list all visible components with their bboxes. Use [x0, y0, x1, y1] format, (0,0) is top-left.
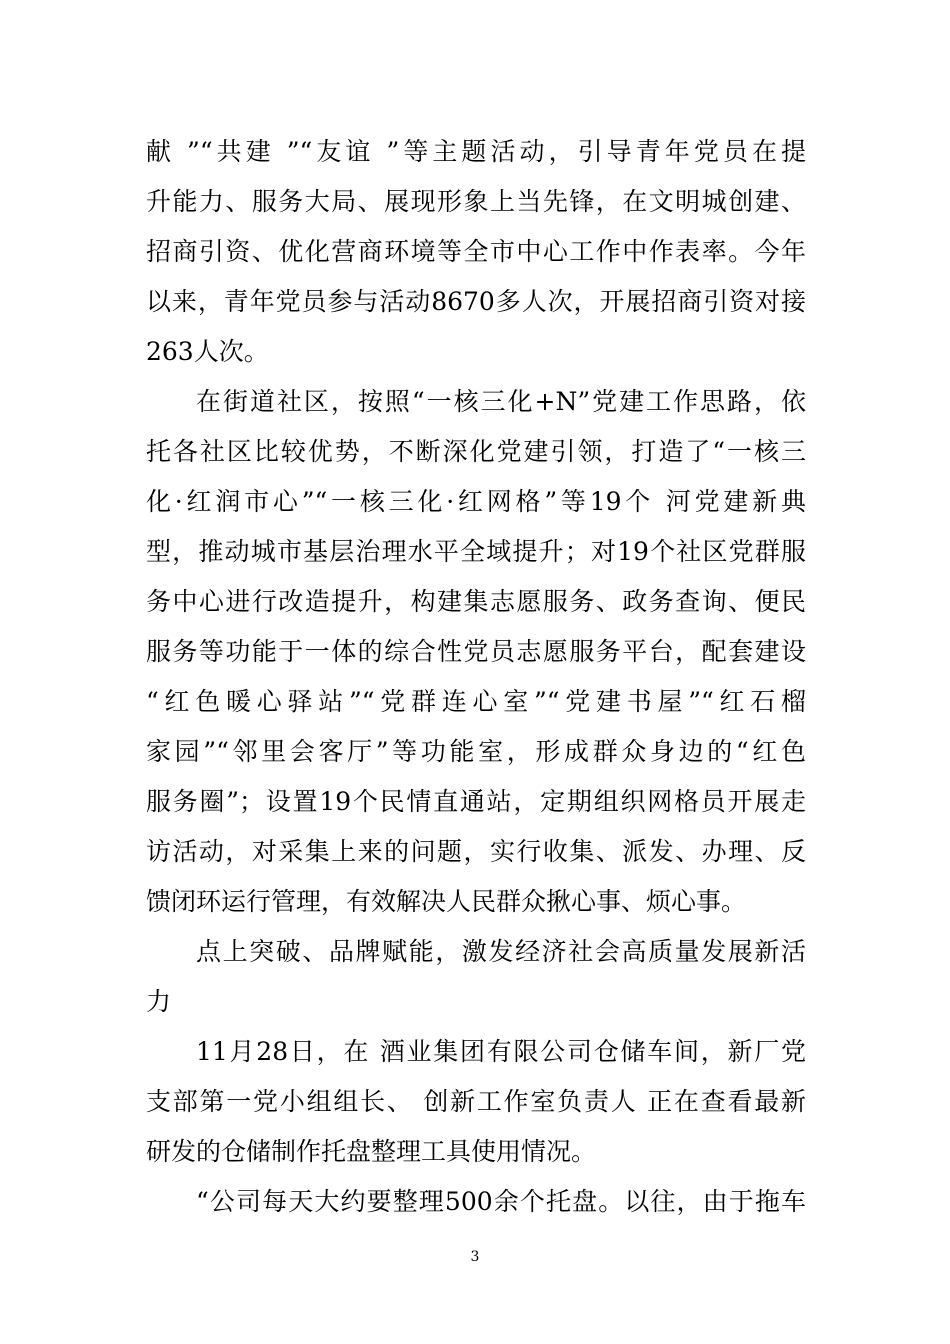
text-line: 以来，青年党员参与活动8670多人次，开展招商引资对接	[146, 287, 806, 316]
text-line: 托各社区比较优势，不断深化党建引领，打造了“一核三	[146, 437, 806, 466]
section-heading-line: 力	[146, 987, 172, 1016]
text-line: 型，推动城市基层治理水平全域提升；对19个社区党群服	[146, 537, 806, 566]
section-heading-line: 点上突破、品牌赋能，激发经济社会高质量发展新活	[196, 937, 806, 966]
text-line: 支部第一党小组组长、 创新工作室负责人 正在查看最新	[146, 1087, 806, 1116]
text-line: 家园”“邻里会客厅”等功能室，形成群众身边的“红色	[146, 737, 806, 766]
text-line: 服务等功能于一体的综合性党员志愿服务平台，配套建设	[146, 637, 806, 666]
text-line: 访活动，对采集上来的问题，实行收集、派发、办理、反	[146, 837, 806, 866]
text-line: 化·红润市心”“一核三化·红网格”等19个 河党建新典	[146, 487, 806, 516]
text-line: 11月28日，在 酒业集团有限公司仓储车间，新厂党	[196, 1037, 806, 1066]
page-number: 3	[470, 1249, 480, 1265]
text-line: 263人次。	[146, 337, 269, 366]
text-line: 馈闭环运行管理，有效解决人民群众揪心事、烦心事。	[146, 887, 747, 916]
text-line: “红色暖心驿站”“党群连心室”“党建书屋”“红石榴	[146, 687, 806, 716]
text-line: 招商引资、优化营商环境等全市中心工作中作表率。今年	[146, 237, 806, 266]
text-line: 务中心进行改造提升，构建集志愿服务、政务查询、便民	[146, 587, 806, 616]
text-line: “公司每天大约要整理500余个托盘。以往，由于拖车	[196, 1187, 806, 1216]
text-line: 在街道社区，按照“一核三化+N”党建工作思路，依	[196, 387, 806, 416]
text-line: 献 ”“共建 ”“友谊 ”等主题活动，引导青年党员在提	[146, 137, 806, 166]
text-line: 升能力、服务大局、展现形象上当先锋，在文明城创建、	[146, 187, 806, 216]
text-line: 服务圈”；设置19个民情直通站，定期组织网格员开展走	[146, 787, 806, 816]
text-line: 研发的仓储制作托盘整理工具使用情况。	[146, 1137, 597, 1166]
